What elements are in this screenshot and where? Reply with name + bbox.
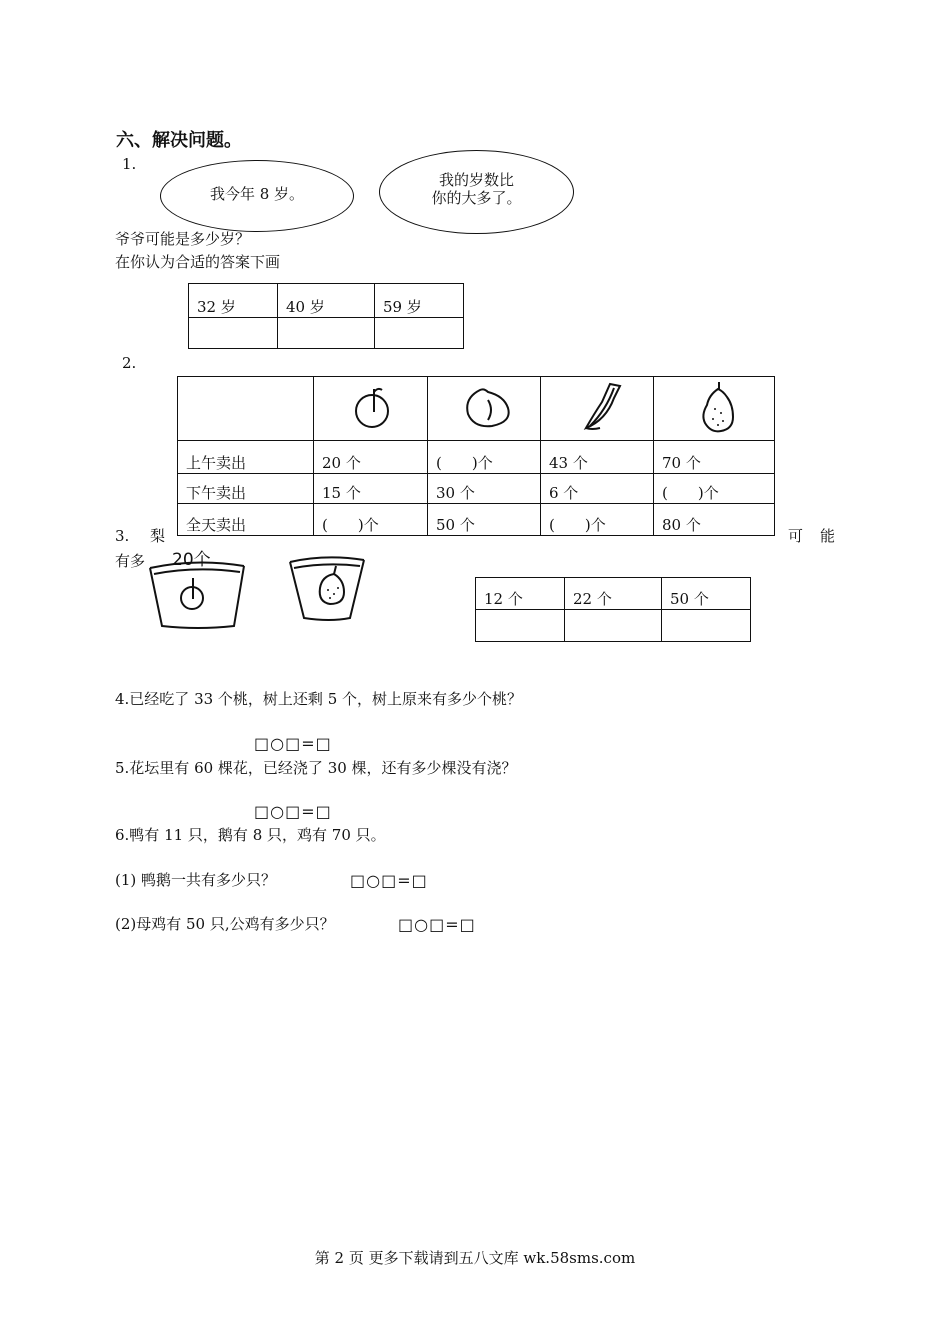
- q1-number: 1.: [122, 155, 137, 173]
- q2-number: 2.: [122, 354, 137, 372]
- q6-sub2: (2)母鸡有 50 只,公鸡有多少只？: [115, 915, 335, 933]
- q3-answer-table: [475, 577, 751, 642]
- q5-equation[interactable]: □○□=□: [254, 802, 332, 821]
- q2-cell: 80 个: [654, 504, 775, 536]
- q1-instruction: 在你认为合适的答案下画: [115, 253, 281, 271]
- q6-sub1: (1) 鸭鹅一共有多少只？: [115, 871, 277, 889]
- apple-icon: [350, 382, 400, 432]
- q1-question: 爷爷可能是多少岁？: [115, 230, 251, 248]
- q2-cell[interactable]: ( )个: [428, 441, 541, 474]
- q2-row-morning: [178, 441, 775, 474]
- pear-icon: [693, 379, 743, 435]
- q2-fruit-banana: [541, 377, 654, 441]
- q2-cell: 70 个: [654, 441, 775, 474]
- q3-mark-cell-2[interactable]: [565, 610, 662, 642]
- q6-sub1-equation[interactable]: □○□=□: [350, 871, 428, 890]
- section-title: 六、解决问题。: [116, 130, 242, 151]
- q2-row-label: 上午卖出: [178, 441, 314, 474]
- q2-cell: 30 个: [428, 474, 541, 504]
- q2-header-empty: [178, 377, 314, 441]
- q2-cell: 15 个: [314, 474, 428, 504]
- q2-row-label: 下午卖出: [178, 474, 314, 504]
- q2-cell: 6 个: [541, 474, 654, 504]
- bubble-grandpa-line1: 我的岁数比: [438, 171, 514, 189]
- q1-option-1: 32 岁: [189, 284, 278, 318]
- q2-cell: 43 个: [541, 441, 654, 474]
- banana-icon: [576, 380, 626, 434]
- q3-option-2: 22 个: [565, 578, 662, 610]
- q3-line2: 有多: [115, 552, 145, 570]
- q2-cell: 50 个: [428, 504, 541, 536]
- q4-equation[interactable]: □○□=□: [254, 734, 332, 753]
- q5-text: 5.花坛里有 60 棵花，已经浇了 30 棵，还有多少棵没有浇？: [115, 759, 517, 777]
- q6-text: 6.鸭有 11 只，鹅有 8 只，鸡有 70 只。: [115, 826, 386, 844]
- q2-cell: 20 个: [314, 441, 428, 474]
- basket-pear-icon: [286, 552, 368, 626]
- q3-suffix-1: 可: [788, 527, 804, 545]
- q2-fruit-pear: [654, 377, 775, 441]
- page-footer: 第 2 页 更多下载请到五八文库 wk.58sms.com: [314, 1249, 636, 1267]
- q4-text: 4.已经吃了 33 个桃，树上还剩 5 个，树上原来有多少个桃？: [115, 690, 523, 708]
- q1-mark-cell-1[interactable]: [189, 318, 278, 349]
- q3-prefix: 梨: [150, 527, 166, 545]
- bubble-grandpa-line2: 你的大多了。: [431, 189, 522, 207]
- basket-label: 20个: [172, 550, 211, 570]
- q3-mark-cell-1[interactable]: [476, 610, 565, 642]
- q2-cell[interactable]: ( )个: [654, 474, 775, 504]
- q2-row-afternoon: [178, 474, 775, 504]
- q2-row-label: 全天卖出: [178, 504, 314, 536]
- speech-bubble-grandpa: [379, 150, 574, 234]
- q1-mark-cell-2[interactable]: [278, 318, 375, 349]
- q6-sub2-equation[interactable]: □○□=□: [398, 915, 476, 934]
- q1-option-3: 59 岁: [375, 284, 464, 318]
- bubble-child-text: 我今年 8 岁。: [209, 185, 305, 203]
- q2-cell[interactable]: ( )个: [541, 504, 654, 536]
- q3-mark-cell-3[interactable]: [662, 610, 751, 642]
- q1-answer-table: [188, 283, 464, 349]
- q3-option-3: 50 个: [662, 578, 751, 610]
- q3-number: 3.: [115, 527, 130, 545]
- q2-row-total: [178, 504, 775, 536]
- q2-sales-table: [177, 376, 775, 536]
- q2-fruit-peach: [428, 377, 541, 441]
- peach-icon: [458, 382, 518, 432]
- q2-fruit-apple: [314, 377, 428, 441]
- q2-cell[interactable]: ( )个: [314, 504, 428, 536]
- q3-option-1: 12 个: [476, 578, 565, 610]
- q1-option-2: 40 岁: [278, 284, 375, 318]
- q1-mark-cell-3[interactable]: [375, 318, 464, 349]
- speech-bubble-child: [160, 160, 354, 232]
- q3-suffix-2: 能: [820, 527, 836, 545]
